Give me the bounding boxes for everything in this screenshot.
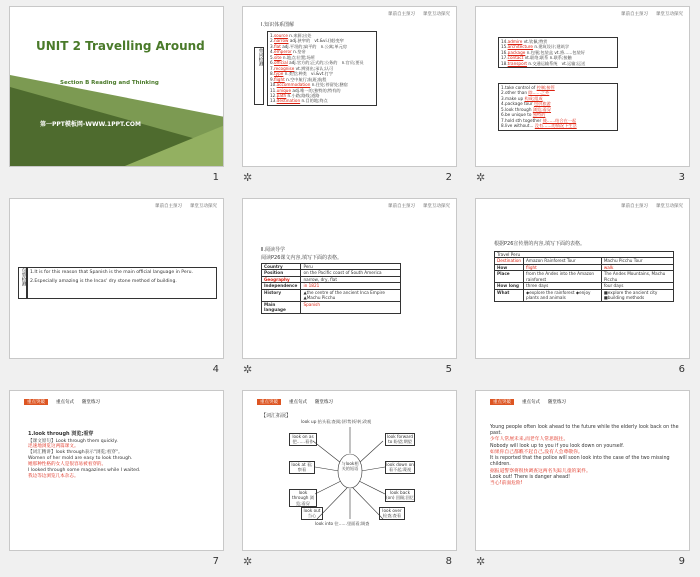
mindmap-node: look down on 看不起;蔑视	[386, 462, 414, 473]
slide-5-canvas[interactable]	[242, 198, 457, 359]
phrase-list: 1.take control of 控制;接管 2.other than 除……之外 3.make up 构成;组成 4.package tour 包价旅游 5.look through 浏览;看穿 6.be unique to 独特的 7.hold sth together 使……结合在一起 8.live without... 没有……的情况下生活	[498, 83, 618, 131]
slide-number: 2	[445, 172, 452, 183]
slide-2-side-label: 单词检测	[254, 47, 264, 105]
slide-header-tabs: 课前自主预习 课堂互动探究	[155, 204, 217, 209]
slide-transition-icon[interactable]: ✲	[243, 363, 253, 376]
slide-number: 8	[445, 556, 452, 567]
mindmap-bottom: look into 往……里面看;调查	[315, 521, 370, 526]
slide-9-body: Young people often look ahead to the future while the elderly look back on the past. 少年人常展未来,而老年人常思既往。 Nobody will look up to you if you look down on yourself. 如果你自己都瞧不起自己,没有人会尊敬你。 It is reported that the police will soon look into the case of the two missing children. 据报道警察将很快调查这两名失踪儿童的案件。 Look out! There is danger ahead! 当心!前面危险!	[490, 425, 679, 487]
vocab-list: 14.admire vt.钦佩;赞赏 15.architecture n.建筑设计;建筑学 16.package n.包裹;包装盒 vt.将……包装好 17.contact vt.联络;联系 n.联系;接触 18.transport n.交通运输系统 vt.运输;运送	[498, 37, 618, 68]
mindmap-node: look over 检查;查看	[379, 507, 405, 520]
slide-number: 3	[678, 172, 685, 183]
peru-table: Country Peru Position on the Pacific coast of South America Geography narrow, dry, flat Independence in 1821 History ▲the centre of the ancient Inca Empire ▲Machu Picchu Main language Spanish	[261, 263, 401, 314]
slide-header-tabs: 课前自主预习 课堂互动探究	[621, 204, 683, 209]
slide-2-heading: Ⅰ.知识体系图解	[261, 22, 295, 28]
slide-number: 6	[678, 364, 685, 375]
slide-header-tabs: 课前自主预习 课堂互动探究	[388, 204, 450, 209]
slide-thumb-8[interactable]	[233, 384, 466, 576]
slide-transition-icon[interactable]: ✲	[243, 171, 253, 184]
slide-6-canvas[interactable]	[475, 198, 690, 359]
slide-transition-icon[interactable]: ✲	[476, 555, 486, 568]
slide-1-subtitle: Section B Reading and Thinking	[60, 80, 159, 86]
slide-7-body: 1.look through 浏览;看穿 【课文原句】Look through them quickly. 迅速地浏览这两篇课文。 【词汇精讲】look through表示"浏览;看穿"。 Women of her mold are easy to look through. 她那种性格的女人是很容易被看穿的。 I looked through some magazines while I waited. 我边等边浏览几本杂志。	[28, 431, 141, 480]
slide-header-tabs: 重点突破 重点句式 随堂练习	[490, 399, 566, 405]
slide-number: 4	[212, 364, 219, 375]
mindmap-node: look forward to 盼望;期望	[386, 434, 414, 445]
slide-transition-icon[interactable]: ✲	[243, 555, 253, 568]
slide-1-canvas[interactable]	[9, 6, 224, 167]
slide-4-canvas[interactable]	[9, 198, 224, 359]
sentence-2: 2.Especially amazing is the Incas' dry stone method of building.	[30, 278, 177, 284]
slide-8-canvas[interactable]	[242, 390, 457, 551]
slide-thumb-1[interactable]	[0, 0, 233, 192]
slide-header-tabs: 重点突破 重点句式 随堂练习	[24, 399, 100, 405]
slide-number: 7	[212, 556, 219, 567]
slide-1-title: UNIT 2 Travelling Around	[36, 39, 205, 53]
slide-header-tabs: 课前自主预习 课堂互动探究	[621, 12, 683, 17]
mindmap-center: 与look相关的短语	[341, 461, 359, 472]
slide-9-canvas[interactable]	[475, 390, 690, 551]
slide-thumb-6[interactable]	[466, 192, 699, 384]
slide-5-intro: 阅读P26课文内容,填写下面的表格。	[261, 255, 342, 261]
slide-4-side-label: 句型检测	[18, 267, 27, 299]
slide-header-tabs: 课前自主预习 课堂互动探究	[388, 12, 450, 17]
slide-thumb-5[interactable]	[233, 192, 466, 384]
slide-1-background	[10, 7, 224, 167]
vocab-list: 1.source n.来源;出处 2.narrow adj.狭窄的 vt.&vi.(使)变窄 3.flat adj.平坦的;扁平的 n.公寓;单元房 4.emperor n.皇帝 5.site n.地点;位置;场所 6.official adj.官方的;正式的;公务的 n.官员;要员 7.recognise vt.辨别出;承认;认可 8.type n.类型;种类 vi.&vt.打字 9.flight n.空中航行;航班;航程 10.accommodation n.住处;停留处;膳宿 11.unique adj.唯一的;独特的;特有的 12.path n.小路;路线;道路 13.destination n.目的地;终点	[267, 31, 377, 106]
sentence-box	[27, 267, 217, 299]
slide-8-heading: 【词汇拓展】	[261, 413, 292, 419]
mindmap-top: look up 抬头看;查阅;(形势)好转;改观	[301, 419, 372, 424]
tour-table: Travel Peru Destination Amazon Rainforest Tour Machu Picchu Tour How flight walk Place from the Andes into the Amazon rainforest The Andes Mountains, Machu Picchu How long three days four days What ◆explore the rainforest ◆enjoy plants and animals ■explore the ancient city ■building methods	[494, 251, 674, 302]
mindmap-node: look out 当心	[301, 507, 323, 520]
slide-3-canvas[interactable]	[475, 6, 690, 167]
slide-7-canvas[interactable]	[9, 390, 224, 551]
slide-thumb-2[interactable]	[233, 0, 466, 192]
slide-transition-icon[interactable]: ✲	[476, 171, 486, 184]
mindmap-node: look at 看;察看	[289, 461, 315, 474]
sentence-1: 1.It is for this reason that Spanish is the main official language in Peru.	[30, 270, 194, 275]
mindmap-node: look on as 把……看作	[289, 433, 317, 446]
slide-thumb-4[interactable]	[0, 192, 233, 384]
mindmap-node: look back (on) 回顾;回忆	[386, 490, 414, 501]
slide-thumb-3[interactable]	[466, 0, 699, 192]
slide-2-canvas[interactable]	[242, 6, 457, 167]
mindmap-node: look through 浏览;看穿	[289, 489, 317, 507]
slide-5-heading: Ⅱ.阅读导学	[261, 247, 286, 253]
slide-thumb-7[interactable]	[0, 384, 233, 576]
slide-number: 9	[678, 556, 685, 567]
slide-6-intro: 根据P26宣传册的内容,填写下面的表格。	[494, 241, 585, 247]
slide-thumb-9[interactable]	[466, 384, 699, 576]
slide-number: 5	[445, 364, 452, 375]
slide-1-site: 第一PPT模板网-WWW.1PPT.COM	[40, 121, 141, 128]
slide-number: 1	[212, 172, 219, 183]
slide-header-tabs: 重点突破 重点句式 随堂练习	[257, 399, 333, 405]
